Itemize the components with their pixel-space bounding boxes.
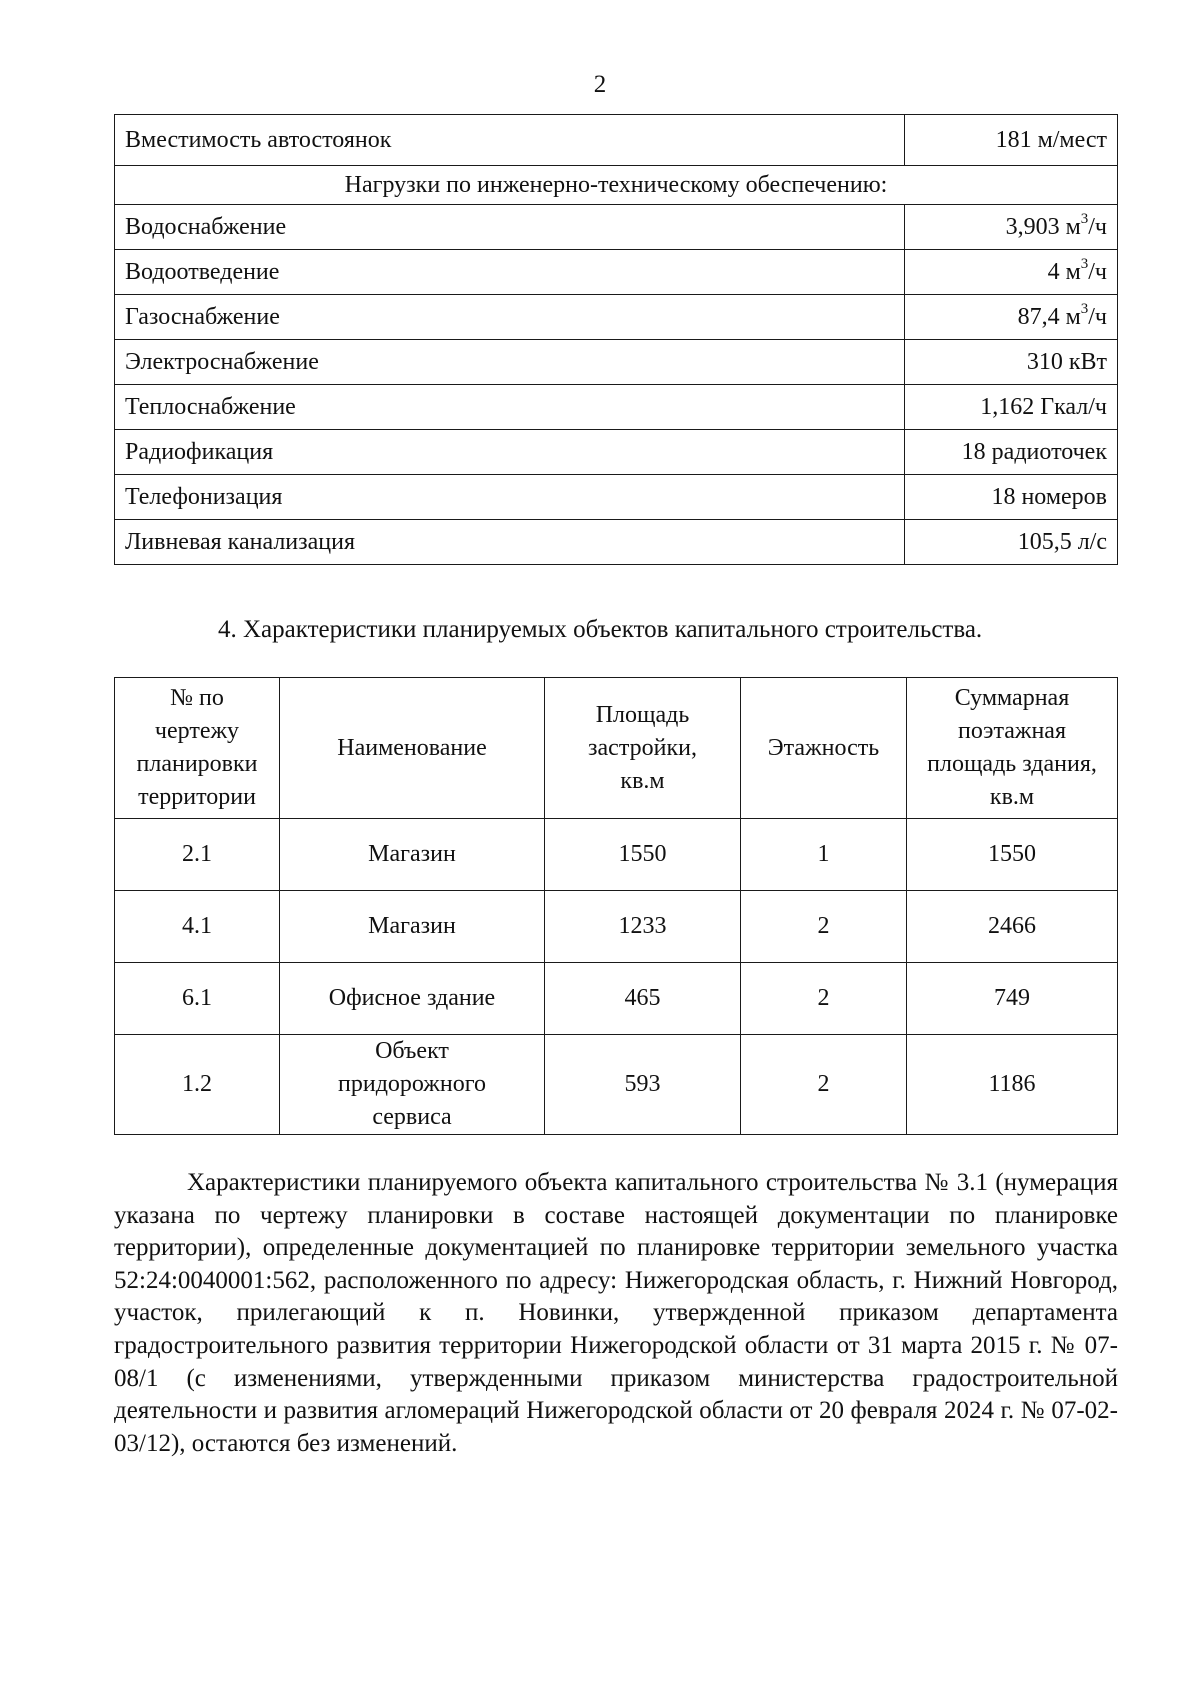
table-row xyxy=(115,250,1118,295)
row-label: Телефонизация xyxy=(115,475,905,520)
table-row xyxy=(115,295,1118,340)
table-row xyxy=(115,891,1118,963)
cell-name: Объект придорожного сервиса xyxy=(280,1035,545,1135)
table-row xyxy=(115,963,1118,1035)
cell-total-area: 1186 xyxy=(907,1035,1118,1135)
header-area: Площадь застройки, кв.м xyxy=(545,678,741,819)
cell-area: 465 xyxy=(545,963,741,1035)
table-row xyxy=(115,430,1118,475)
cell-number: 1.2 xyxy=(115,1035,280,1135)
row-value: 181 м/мест xyxy=(905,115,1118,166)
header-floors: Этажность xyxy=(741,678,907,819)
table-row xyxy=(115,385,1118,430)
table-row xyxy=(115,340,1118,385)
table-row xyxy=(115,520,1118,565)
page-number: 2 xyxy=(593,71,607,98)
cell-total-area: 1550 xyxy=(907,819,1118,891)
row-label: Электроснабжение xyxy=(115,340,905,385)
section-row xyxy=(115,166,1118,205)
row-value: 18 радиоточек xyxy=(905,430,1118,475)
section-title: Нагрузки по инженерно-техническому обеспечению: xyxy=(115,166,1118,205)
header-name: Наименование xyxy=(280,678,545,819)
row-label: Вместимость автостоянок xyxy=(115,115,905,166)
cell-name: Магазин xyxy=(280,819,545,891)
cell-floors: 1 xyxy=(741,819,907,891)
cell-total-area: 749 xyxy=(907,963,1118,1035)
table-row xyxy=(115,115,1118,166)
row-label: Радиофикация xyxy=(115,430,905,475)
cell-floors: 2 xyxy=(741,891,907,963)
table-row xyxy=(115,475,1118,520)
row-value: 3,903 $м^3/ч$ xyxy=(905,205,1118,250)
row-value: 1,162 Гкал/ч xyxy=(905,385,1118,430)
row-value: 105,5 л/с xyxy=(905,520,1118,565)
row-label: Ливневая канализация xyxy=(115,520,905,565)
cell-area: 593 xyxy=(545,1035,741,1135)
row-value: 87,4 $м^3/ч$ xyxy=(905,295,1118,340)
cell-floors: 2 xyxy=(741,1035,907,1135)
row-label: Газоснабжение xyxy=(115,295,905,340)
cell-number: 6.1 xyxy=(115,963,280,1035)
cell-floors: 2 xyxy=(741,963,907,1035)
section-heading: 4. Характеристики планируемых объектов капитального строительства. xyxy=(218,616,983,643)
row-value: 18 номеров xyxy=(905,475,1118,520)
cell-number: 4.1 xyxy=(115,891,280,963)
cell-area: 1550 xyxy=(545,819,741,891)
row-value: 4 $м^3/ч$ xyxy=(905,250,1118,295)
header-number: № по чертежу планировки территории xyxy=(115,678,280,819)
table-row xyxy=(115,819,1118,891)
table-row xyxy=(115,205,1118,250)
table-row xyxy=(115,1035,1118,1135)
cell-total-area: 2466 xyxy=(907,891,1118,963)
cell-name: Офисное здание xyxy=(280,963,545,1035)
row-value: 310 кВт xyxy=(905,340,1118,385)
cell-name: Магазин xyxy=(280,891,545,963)
row-label: Теплоснабжение xyxy=(115,385,905,430)
body-paragraph: Характеристики планируемого объекта капитального строительства № 3.1 (нумерация указана по чертежу планировки в составе настоящей документации по планировке территории), определенные документацией по планировке территории земельного участка 52:24:0040001:562, расположенного по адресу: Нижегородская область, г. Нижний Новгород, участок, прилегающий к п. Новинки, утвержденной приказом департамента градостроительного развития территории Нижегородской области от 31 марта 2015 г. № 07-08/1 (с изменениями, утвержденными приказом министерства градостроительной деятельности и развития агломераций Нижегородской области от 20 февраля 2024 г. № 07-02-03/12), остаются без изменений. xyxy=(114,1169,1118,1457)
row-label: Водоснабжение xyxy=(115,205,905,250)
objects-table xyxy=(114,677,1118,1135)
table-header-row xyxy=(115,678,1118,819)
header-total-area: Суммарная поэтажная площадь здания, кв.м xyxy=(907,678,1118,819)
row-label: Водоотведение xyxy=(115,250,905,295)
cell-area: 1233 xyxy=(545,891,741,963)
cell-number: 2.1 xyxy=(115,819,280,891)
utilities-table xyxy=(114,114,1118,565)
